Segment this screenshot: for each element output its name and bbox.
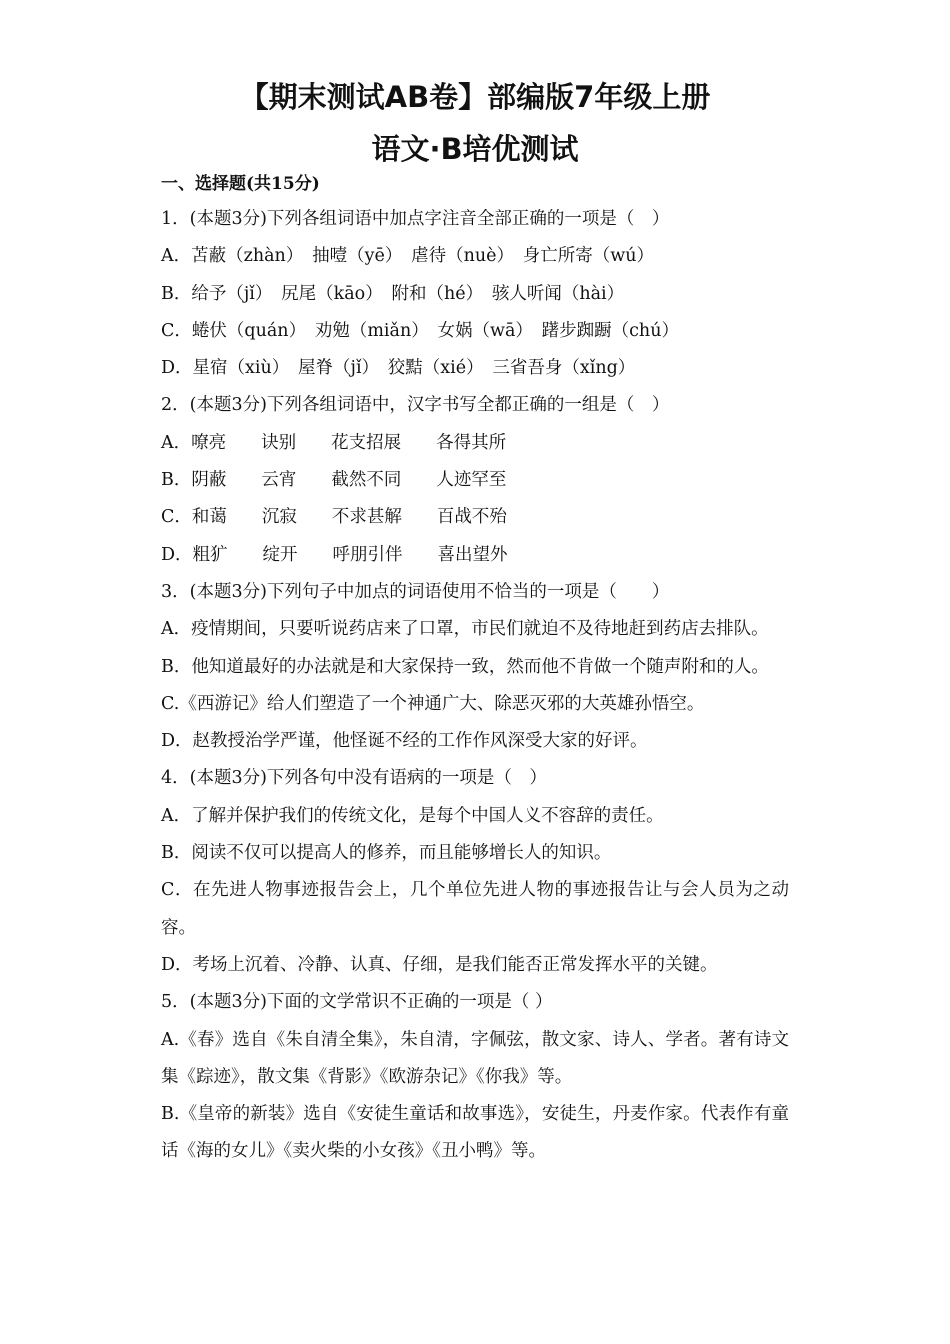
question-option: C．蜷伏（quán） 劝勉（miǎn） 女娲（wā） 躇步踟蹰（chú） [161,320,679,341]
question-option: B．他知道最好的办法就是和大家保持一致，然而他不肯做一个随声附和的人。 [161,656,769,677]
question-stem: 1．(本题3分)下列各组词语中加点字注音全部正确的一项是（ ） [161,209,670,229]
question-option: A．嘹亮 诀别 花支招展 各得其所 [161,432,507,453]
question-option: B．阅读不仅可以提高人的修养，而且能够增长人的知识。 [161,843,612,864]
question-option: D．赵教授治学严谨，他怪诞不经的工作作风深受大家的好评。 [161,731,648,752]
question-stem: 4．(本题3分)下列各句中没有语病的一项是（ ） [161,768,547,789]
question-option: A．疫情期间，只要听说药店来了口罩，市民们就迫不及待地赶到药店去排队。 [161,619,769,640]
question-option: B.《皇帝的新装》选自《安徒生童话和故事选》，安徒生，丹麦作家。代表作有童话《海的女儿》《卖火柴的小女孩》《丑小鸭》等。 [161,1104,789,1162]
question-option: B．给予（jǐ） 尻尾（kāo） 附和（hé） 骇人听闻（hài） [161,283,625,304]
question-option: C．和蔼 沉寂 不求甚解 百战不殆 [161,507,507,528]
question-option: D．星宿（xiù） 屋脊（jǐ） 狡黠（xié） 三省吾身（xǐng） [161,358,636,379]
question-option: B．阴蔽 云宵 截然不同 人迹罕至 [161,470,507,491]
exam-title: 【期末测试AB卷】部编版7年级上册 [239,80,711,114]
question-stem: 5．(本题3分)下面的文学常识不正确的一项是（ ） [161,992,553,1013]
question-option: D．考场上沉着、冷静、认真、仔细，是我们能否正常发挥水平的关键。 [161,954,718,975]
question-option: C.《西游记》给人们塑造了一个神通广大、除恶灭邪的大英雄孙悟空。 [161,693,705,714]
question-stem: 2．(本题3分)下列各组词语中，汉字书写全都正确的一组是（ ） [161,395,670,416]
question-stem: 3．(本题3分)下列句子中加点的词语使用不恰当的一项是（ ） [161,581,670,602]
question-option: D．粗犷 绽开 呼朋引伴 喜出望外 [161,544,508,565]
question-list [161,201,789,1171]
question-option: A.《春》选自《朱自清全集》，朱自清，字佩弦，散文家、诗人、学者。著有诗文集《踪迹》，散文集《背影》《欧游杂记》《你我》等。 [161,1029,789,1087]
question-option: C．在先进人物事迹报告会上，几个单位先进人物的事迹报告让与会人员为之动容。 [161,880,789,938]
section-heading: 一、选择题(共15分) [161,174,320,194]
question-option: A．苫蔽（zhàn） 抽噎（yē） 虐待（nuè） 身亡所寄（wú） [161,246,654,267]
exam-subtitle: 语文·B培优测试 [371,132,579,166]
question-option: A．了解并保护我们的传统文化，是每个中国人义不容辞的责任。 [161,805,664,826]
